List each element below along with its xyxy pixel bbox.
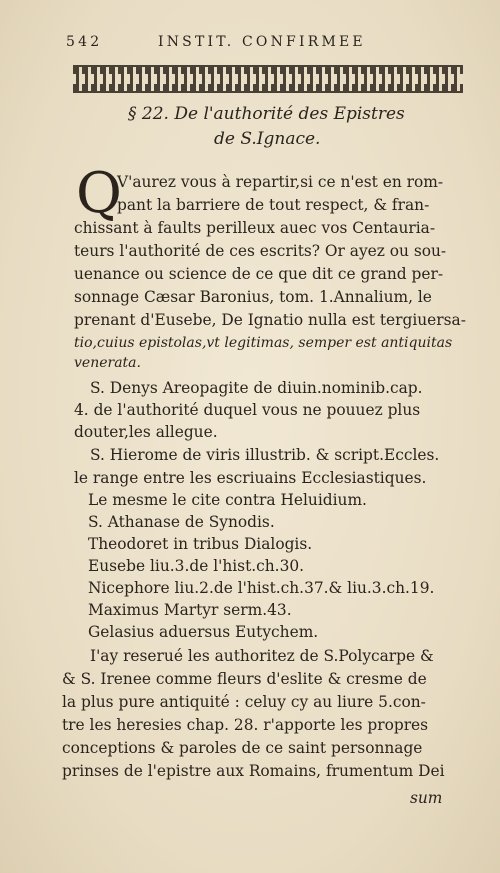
citation-line: 4. de l'authorité duquel vous ne pouuez plus: [74, 401, 421, 419]
citation-line: S. Hierome de viris illustrib. & script.Eccles.: [90, 446, 440, 464]
text-line: tre les heresies chap. 28. r'apporte les propres: [62, 716, 429, 734]
text-line-latin: venerata.: [74, 355, 141, 371]
text-line: prinses de l'epistre aux Romains, frumentum Dei: [62, 762, 445, 780]
citation-line: Theodoret in tribus Dialogis.: [88, 535, 313, 553]
text-line: prenant d'Eusebe, De Ignatio nulla est tergiuersa-: [74, 311, 466, 329]
text-line: I'ay reserué les authoritez de S.Polycarpe &: [90, 647, 434, 665]
text-line: V'aurez vous à repartir,si ce n'est en rom-: [117, 173, 444, 191]
citation-line: Nicephore liu.2.de l'hist.ch.37.& liu.3.ch.19.: [88, 579, 435, 597]
running-title: INSTIT. CONFIRMEE: [158, 34, 366, 50]
citation-line: S. Denys Areopagite de diuin.nominib.cap.: [90, 379, 423, 397]
text-line: chissant à faults perilleux auec vos Centauria-: [74, 219, 436, 237]
page-number: 542: [66, 34, 103, 50]
text-line: pant la barriere de tout respect, & fran-: [117, 196, 430, 214]
citation-line: Eusebe liu.3.de l'hist.ch.30.: [88, 557, 305, 575]
section-heading-continued: de S.Ignace.: [214, 129, 321, 149]
catchword: sum: [410, 789, 443, 807]
headpiece-ornament: [73, 65, 463, 93]
ornament-pattern: [73, 74, 463, 84]
text-line: conceptions & paroles de ce saint personnage: [62, 739, 423, 757]
text-line: & S. Irenee comme fleurs d'eslite & cresme de: [62, 670, 427, 688]
citation-line: Gelasius aduersus Eutychem.: [88, 623, 319, 641]
text-line: teurs l'authorité de ces escrits? Or ayez ou sou-: [74, 242, 447, 260]
text-line: la plus pure antiquité : celuy cy au liure 5.con-: [62, 693, 426, 711]
citation-line: douter,les allegue.: [74, 423, 218, 441]
text-line: uenance ou science de ce que dit ce grand per-: [74, 265, 444, 283]
running-head: [66, 34, 466, 56]
citation-line: Le mesme le cite contra Heluidium.: [88, 491, 367, 509]
text-line: sonnage Cæsar Baronius, tom. 1.Annalium, le: [74, 288, 432, 306]
citation-line: le range entre les escriuains Ecclesiastiques.: [74, 469, 427, 487]
text-line-latin: tio,cuius epistolas,vt legitimas, semper est antiquitas: [74, 335, 453, 351]
citation-line: Maximus Martyr serm.43.: [88, 601, 292, 619]
citation-line: S. Athanase de Synodis.: [88, 513, 275, 531]
drop-cap: Q: [76, 161, 122, 226]
section-heading: § 22. De l'authorité des Epistres: [128, 104, 405, 124]
